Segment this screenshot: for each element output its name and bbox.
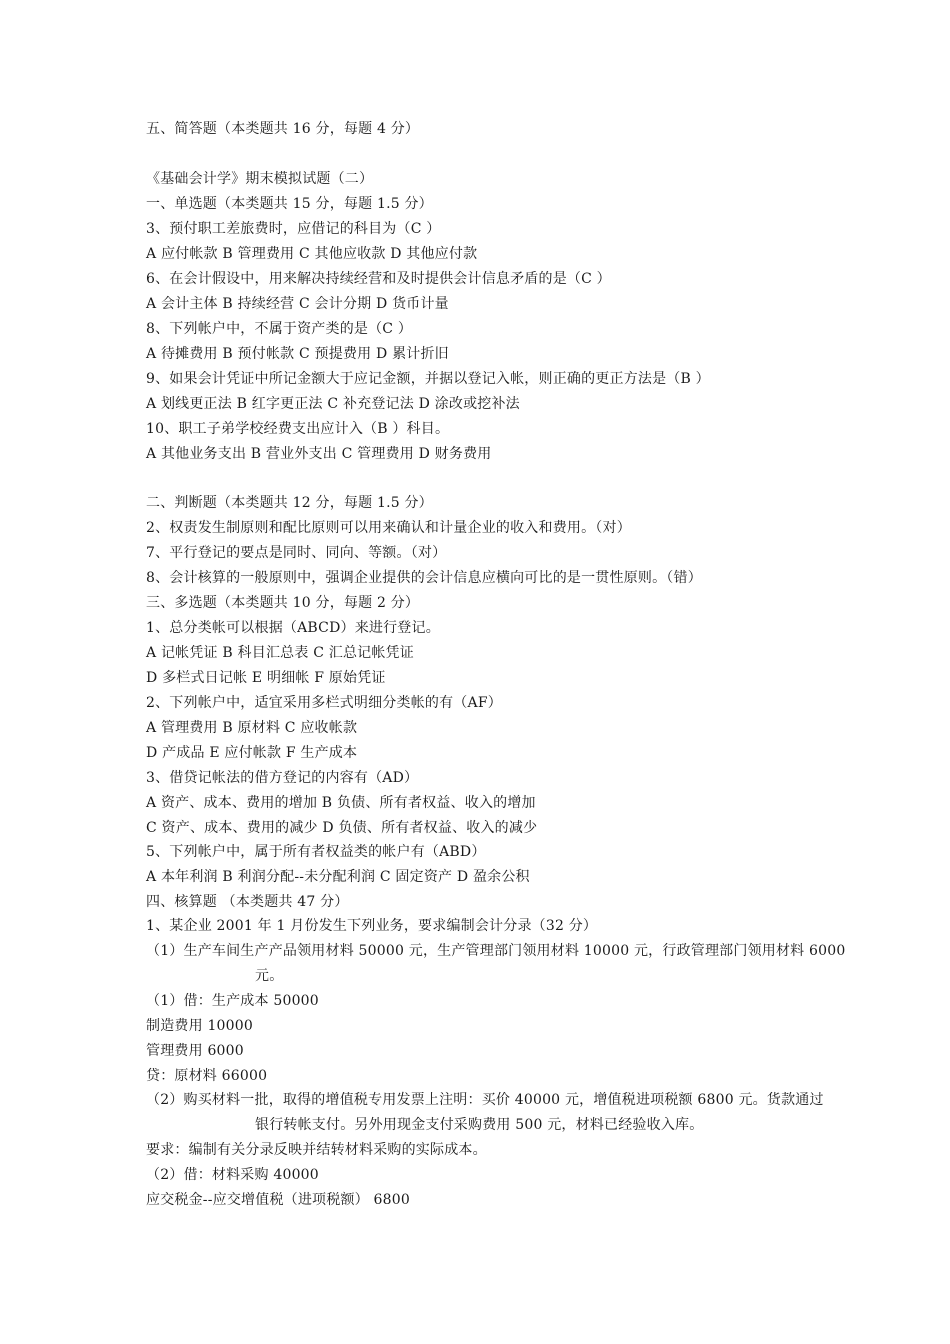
text-line: 要求：编制有关分录反映并结转材料采购的实际成本。	[146, 1142, 487, 1158]
text-line: 四、核算题 （本类题共 47 分）	[146, 894, 349, 910]
text-line: 贷：原材料 66000	[146, 1068, 268, 1084]
text-line: 三、多选题（本类题共 10 分，每题 2 分）	[146, 595, 420, 611]
text-line: （1）生产车间生产产品领用材料 50000 元，生产管理部门领用材料 10000 元，行政管理部门领用材料 6000	[146, 943, 846, 959]
text-line: 一、单选题（本类题共 15 分，每题 1.5 分）	[146, 196, 433, 212]
text-line: 9、如果会计凭证中所记金额大于应记金额，并据以登记入帐，则正确的更正方法是（B ）	[146, 371, 710, 387]
text-line: A 应付帐款 B 管理费用 C 其他应收款 D 其他应付款	[146, 246, 478, 262]
text-line: （1）借：生产成本 50000	[146, 993, 319, 1009]
text-line: （2）借：材料采购 40000	[146, 1167, 319, 1183]
text-line: 《基础会计学》期末模拟试题（二）	[146, 171, 374, 187]
text-line: 银行转帐支付。另外用现金支付采购费用 500 元，材料已经验收入库。	[255, 1117, 704, 1133]
text-line: 2、下列帐户中，适宜采用多栏式明细分类帐的有（AF）	[146, 695, 502, 711]
text-line: 制造费用 10000	[146, 1018, 253, 1034]
text-line: 6、在会计假设中，用来解决持续经营和及时提供会计信息矛盾的是（C ）	[146, 271, 611, 287]
text-line: A 管理费用 B 原材料 C 应收帐款	[146, 720, 358, 736]
text-line: （2）购买材料一批，取得的增值税专用发票上注明：买价 40000 元，增值税进项税额 6800 元。货款通过	[146, 1092, 824, 1108]
text-line: D 产成品 E 应付帐款 F 生产成本	[146, 745, 358, 761]
text-line: A 待摊费用 B 预付帐款 C 预提费用 D 累计折旧	[146, 346, 449, 362]
text-line: 1、某企业 2001 年 1 月份发生下列业务，要求编制会计分录（32 分）	[146, 918, 598, 934]
text-line: A 其他业务支出 B 营业外支出 C 管理费用 D 财务费用	[146, 446, 492, 462]
text-line: A 本年利润 B 利润分配--未分配利润 C 固定资产 D 盈余公积	[146, 869, 530, 885]
text-line: 8、下列帐户中，不属于资产类的是（C ）	[146, 321, 413, 337]
text-line: 8、会计核算的一般原则中，强调企业提供的会计信息应横向可比的是一贯性原则。（错）	[146, 570, 702, 586]
text-line: 7、平行登记的要点是同时、同向、等额。（对）	[146, 545, 447, 561]
text-line: 管理费用 6000	[146, 1043, 244, 1059]
text-line: 元。	[255, 968, 284, 984]
text-line: 3、借贷记帐法的借方登记的内容有（AD）	[146, 770, 419, 786]
text-line: A 资产、成本、费用的增加 B 负债、所有者权益、收入的增加	[146, 795, 536, 811]
text-line: 10、职工子弟学校经费支出应计入（B ）科目。	[146, 421, 450, 437]
text-line: 5、下列帐户中，属于所有者权益类的帐户有（ABD）	[146, 844, 486, 860]
text-line: 3、预付职工差旅费时，应借记的科目为（C ）	[146, 221, 441, 237]
text-line: 二、判断题（本类题共 12 分，每题 1.5 分）	[146, 495, 433, 511]
text-line: C 资产、成本、费用的减少 D 负债、所有者权益、收入的减少	[146, 820, 538, 836]
text-line: A 记帐凭证 B 科目汇总表 C 汇总记帐凭证	[146, 645, 414, 661]
text-line: 五、简答题（本类题共 16 分，每题 4 分）	[146, 121, 420, 137]
text-line: 2、权责发生制原则和配比原则可以用来确认和计量企业的收入和费用。（对）	[146, 520, 631, 536]
text-line: 应交税金--应交增值税（进项税额） 6800	[146, 1192, 410, 1208]
text-line: A 划线更正法 B 红字更正法 C 补充登记法 D 涂改或挖补法	[146, 396, 520, 412]
text-line: D 多栏式日记帐 E 明细帐 F 原始凭证	[146, 670, 386, 686]
text-line: A 会计主体 B 持续经营 C 会计分期 D 货币计量	[146, 296, 449, 312]
text-line: 1、总分类帐可以根据（ABCD）来进行登记。	[146, 620, 440, 636]
